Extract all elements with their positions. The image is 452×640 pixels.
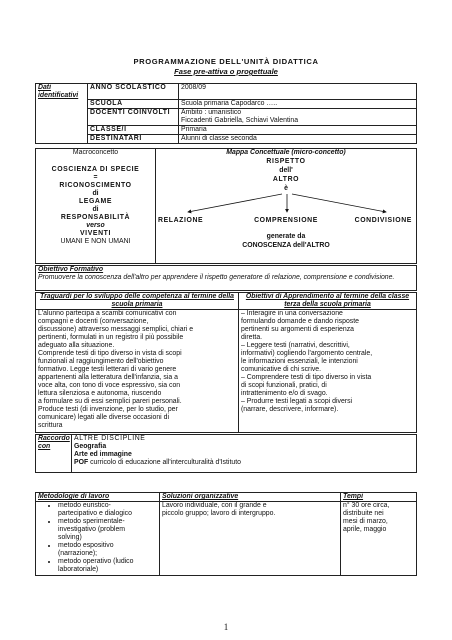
- info-value: Primaria: [179, 126, 417, 135]
- method-item-line: partecipativo e dialogico: [58, 510, 132, 517]
- arrow-left: [188, 194, 282, 212]
- info-key: DESTINATARI: [88, 135, 179, 144]
- info-key: CLASSE/I: [88, 126, 179, 135]
- method-item-line: laboratoriale): [58, 566, 99, 573]
- text-line: scrittura: [38, 422, 63, 429]
- times-heading: Tempi: [341, 493, 417, 502]
- map-node-relazione: RELAZIONE: [158, 217, 204, 224]
- macro-line: COSCIENZA DI SPECIE: [51, 166, 140, 173]
- org-line: Lavoro individuale, con il grande e: [162, 502, 267, 509]
- macro-line: di: [92, 206, 99, 213]
- text-line: comunicare) legati alle diverse occasioni di: [38, 414, 169, 421]
- concept-table: [35, 148, 417, 264]
- methods-table: [35, 492, 417, 576]
- objective-text: Promuovere la conoscenza dell'altro per apprendere il rispetto generatore di relazione, comprensione e condivisione.: [38, 274, 395, 281]
- info-value: Alunni di classe seconda: [179, 135, 417, 144]
- text-line: Produce testi (di invenzione, per lo studio, per: [38, 406, 178, 413]
- map-generate: generate da: [266, 233, 306, 240]
- org-line: piccolo gruppo; lavoro di intergruppo.: [162, 510, 276, 517]
- macro-line: VIVENTI: [79, 230, 111, 237]
- times-line: mesi di marzo,: [343, 518, 388, 525]
- map-node-condivisione: CONDIVISIONE: [354, 217, 412, 224]
- links-cell: [72, 435, 417, 473]
- competence-table: [35, 292, 417, 433]
- text-line: adeguato alla situazione.: [38, 342, 115, 349]
- concept-map-cell: [156, 149, 417, 264]
- links-line: [74, 459, 414, 467]
- map-node-altro: ALTRO: [272, 176, 300, 183]
- text-line: di scopi funzionali, pratici, di: [241, 382, 327, 389]
- method-item: [58, 558, 157, 574]
- objective-cell: [36, 266, 417, 291]
- info-value: 2008/09: [179, 84, 417, 100]
- text-line: – Produrre testi legati a scopi diversi: [241, 398, 353, 405]
- map-node-dell: dell': [279, 167, 293, 174]
- competence-left-heading: Traguardi per lo sviluppo delle competenza al termine della scuola primaria: [36, 293, 239, 310]
- links-line: ALTRE DISCIPLINE: [74, 435, 146, 442]
- map-node-comprensione: COMPRENSIONE: [254, 217, 318, 224]
- method-item-line: • metodo espositivo: [58, 542, 114, 549]
- info-key: SCUOLA: [88, 100, 179, 109]
- text-line: appartenenti alla letteratura dell'infanzia, sia a: [38, 374, 178, 381]
- info-value-line: Ambito : umanistico: [181, 109, 242, 116]
- org-cell: [160, 502, 341, 576]
- links-pof: POF: [74, 459, 89, 466]
- map-arrows: [158, 193, 416, 215]
- times-line: n° 30 ore circa,: [343, 502, 390, 509]
- text-line: diretta.: [241, 334, 263, 341]
- macro-line: verso: [86, 222, 105, 229]
- method-item: [58, 542, 157, 558]
- method-item-line: investigativo (problem: [58, 526, 126, 533]
- info-table: [35, 83, 417, 144]
- links-line: Geografia: [74, 443, 107, 450]
- method-item: [58, 518, 157, 542]
- method-item: [58, 502, 157, 518]
- text-line: formulando domande e dando risposte: [241, 318, 359, 325]
- method-item-line: • metodo operativo (ludico: [58, 558, 134, 565]
- text-line: – Interagire in una conversazione: [241, 310, 343, 317]
- times-line: distribuite nei: [343, 510, 384, 517]
- org-heading: Soluzioni organizzative: [160, 493, 341, 502]
- method-item-line: • metodo sperimentale-: [58, 518, 125, 525]
- text-line: le informazioni essenziali, le intenzioni: [241, 358, 358, 365]
- info-value: [179, 109, 417, 126]
- competence-left-text: [36, 310, 239, 433]
- method-item-line: • metodo euristico-: [58, 502, 111, 509]
- text-line: Comprende testi di tipo diverso in vista di scopi: [38, 350, 182, 357]
- links-pof-text: curricolo di educazione all'interculturalità d'Istituto: [88, 459, 241, 466]
- info-key: ANNO SCOLASTICO: [88, 84, 179, 100]
- objective-table: [35, 265, 417, 291]
- text-line: informativi) cogliendo l'argomento centrale,: [241, 350, 373, 357]
- text-line: intrattenimento e/o di svago.: [241, 390, 328, 397]
- text-line: compagni e docenti (conversazione,: [38, 318, 149, 325]
- info-value-line: Ficcadenti Gabriella, Schiavi Valentina: [181, 117, 299, 124]
- links-line: Arte ed immagine: [74, 451, 132, 458]
- text-line: voce alta, con tono di voce espressivo, sia con: [38, 382, 181, 389]
- text-line: funzionali al raggiungimento dell'obiettivo: [38, 358, 164, 365]
- map-heading: Mappa Concettuale (micro-concetto): [226, 149, 346, 156]
- text-line: L'alunno partecipa a scambi comunicativi con: [38, 310, 177, 317]
- document-subtitle: Fase pre-attiva o progettuale: [174, 67, 278, 76]
- times-cell: [341, 502, 417, 576]
- macro-line: UMANI E NON UMANI: [60, 238, 131, 245]
- text-line: comunicative di chi scrive.: [241, 366, 322, 373]
- macro-line: RICONOSCIMENTO: [59, 182, 132, 189]
- text-line: (narrare, descrivere, informare).: [241, 406, 339, 413]
- text-line: pertinenti, formulati in un registro il più possibile: [38, 334, 184, 341]
- info-value: Scuola primaria Capodarco …..: [179, 100, 417, 109]
- competence-right-heading: Obiettivi di Apprendimento al termine della classe terza della scuola primaria: [239, 293, 417, 310]
- macro-line: =: [93, 174, 98, 181]
- competence-right-text: [239, 310, 417, 433]
- times-line: aprile, maggio: [343, 526, 387, 533]
- info-label: Dati identificativi: [36, 84, 88, 144]
- map-node-conoscenza: CONOSCENZA dell'ALTRO: [242, 242, 330, 249]
- page-number: 1: [223, 622, 229, 632]
- methods-cell: [36, 502, 160, 576]
- macro-line: RESPONSABILITÀ: [60, 214, 131, 221]
- methods-heading: Metodologie di lavoro: [36, 493, 160, 502]
- macro-line: di: [92, 190, 99, 197]
- text-line: lettura silenziosa e autonoma, riuscendo: [38, 390, 162, 397]
- arrow-right: [292, 194, 386, 212]
- text-line: – Leggere testi (narrativi, descrittivi,: [241, 342, 350, 349]
- document-title: PROGRAMMAZIONE DELL'UNITÀ DIDATTICA: [133, 57, 319, 66]
- info-key: DOCENTI COINVOLTI: [88, 109, 179, 126]
- text-line: – Comprendere testi di tipo diverso in vista: [241, 374, 372, 381]
- text-line: a formulare su di essi semplici pareri personali.: [38, 398, 182, 405]
- macro-heading: Macroconcetto: [72, 149, 119, 156]
- text-line: formativo. Legge testi letterari di vario genere: [38, 366, 177, 373]
- map-node-e: è: [284, 185, 288, 192]
- map-node-rispetto: RISPETTO: [266, 158, 306, 165]
- macro-concept-cell: [36, 149, 156, 264]
- text-line: pertinenti su argomenti di esperienza: [241, 326, 354, 333]
- text-line: discussione) attraverso messaggi semplici, chiari e: [38, 326, 194, 333]
- objective-label: Obiettivo Formativo: [38, 266, 104, 273]
- macro-line: LEGAME: [78, 198, 113, 205]
- links-table: [35, 434, 417, 473]
- method-item-line: solving): [58, 534, 82, 541]
- links-label: Raccordo con: [36, 435, 72, 473]
- method-item-line: (narrazione);: [58, 550, 98, 557]
- methods-list: [38, 502, 157, 574]
- concept-map: [158, 149, 414, 255]
